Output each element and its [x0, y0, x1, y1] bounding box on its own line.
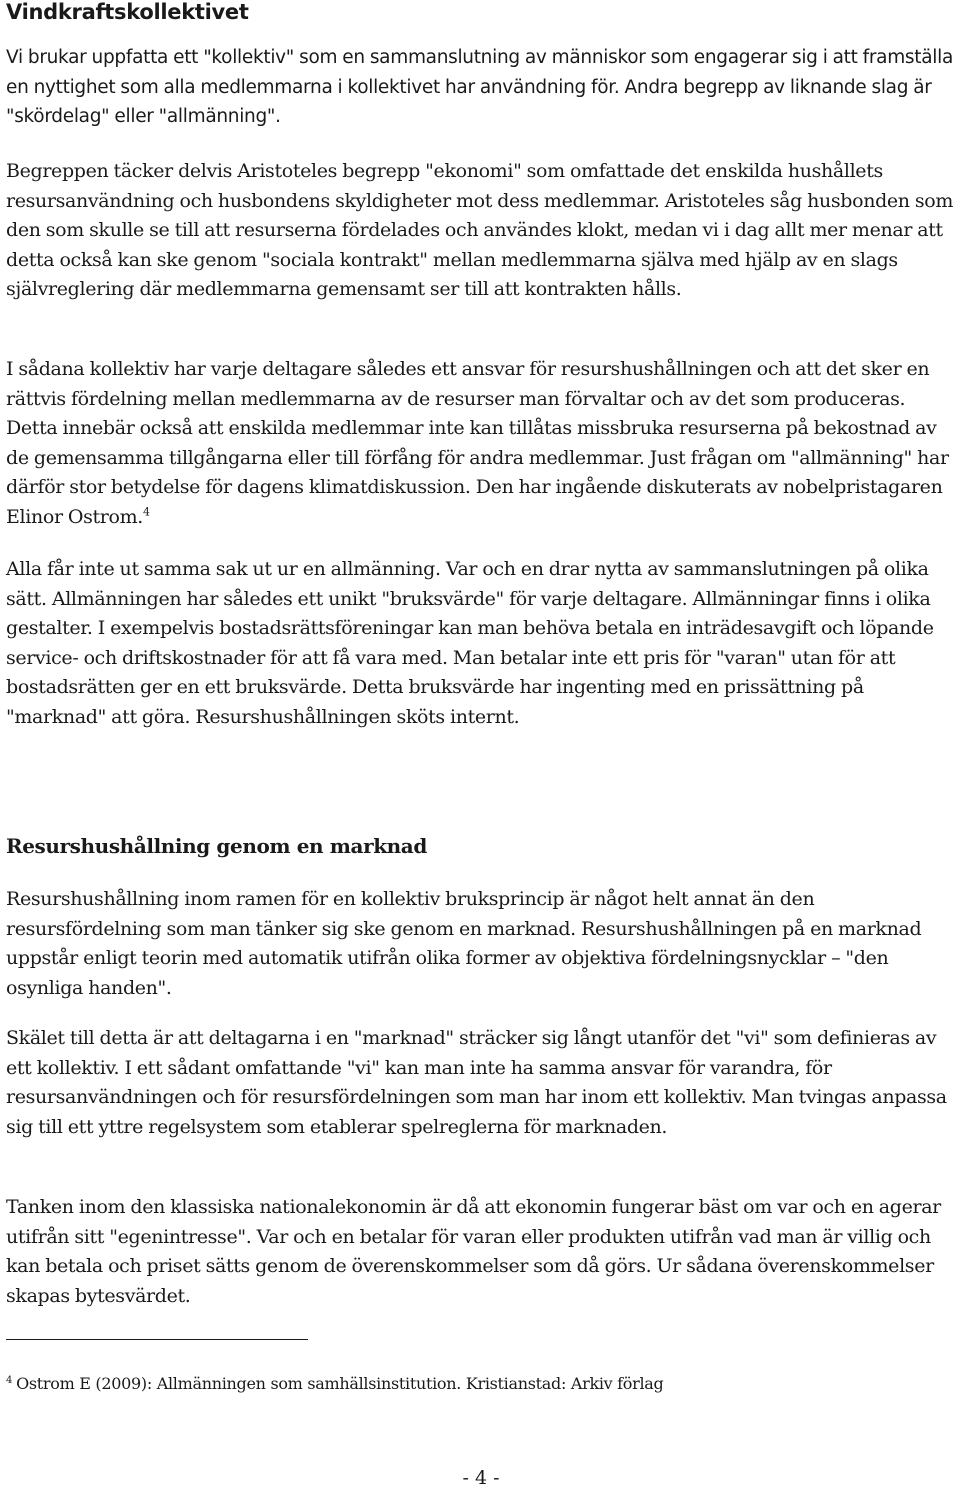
footnote-reference[interactable]: 4: [142, 505, 150, 519]
paragraph: Tanken inom den klassiska nationalekonomin är då att ekonomin fungerar bäst om var och en agerar utifrån sitt "egenintresse". Var och en betalar för varan eller produkten utifrån vad man är villig och kan betala och priset sätts genom de överenskommelser som då görs. Ur sådana överenskommelser skapas bytesvärdet.: [6, 1196, 941, 1307]
paragraph: Vi brukar uppfatta ett "kollektiv" som en sammanslutning av människor som engagerar sig i att framställa en nyttighet som alla medlemmarna i kollektivet har användning för. Andra begrepp av liknande slag är "skördelag" eller "allmänning".: [6, 47, 953, 128]
footnote-text: Ostrom E (2009): Allmänningen som samhällsinstitution. Kristianstad: Arkiv förlag: [16, 1374, 664, 1393]
paragraph: [6, 355, 956, 533]
paragraph-text: I sådana kollektiv har varje deltagare således ett ansvar för resurshushållningen och att det sker en rättvis fördelning mellan medlemmarna av de resurser man förvaltar och av det som produceras. Detta innebär också att enskilda medlemmar inte kan tillåtas missbruka resurserna på bekostnad av de gemensamma tillgångarna eller till förfång för andra medlemmar. Just frågan om "allmänning" har därför stor betydelse för dagens klimatdiskussion. Den har ingående diskuterats av nobelpristagaren Elinor Ostrom.: [6, 358, 949, 528]
paragraph: Alla får inte ut samma sak ut ur en allmänning. Var och en drar nytta av sammanslutningen på olika sätt. Allmänningen har således ett unikt "bruksvärde" för varje deltagare. Allmänningar finns i olika gestalter. I exempelvis bostadsrättsföreningar kan man behöva betala en inträdesavgift och löpande service- och driftskostnader för att få vara med. Man betalar inte ett pris för "varan" utan för att bostadsrätten ger en ett bruksvärde. Detta bruksvärde har ingenting med en prissättning på "marknad" att göra. Resurshushållningen sköts internt.: [6, 558, 934, 728]
paragraph: Resurshushållning inom ramen för en kollektiv bruksprincip är något helt annat än den resursfördelning som man tänker sig ske genom en marknad. Resurshushållningen på en marknad uppstår enligt teorin med automatik utifrån olika former av objektiva fördelningsnycklar – "den osynliga handen".: [6, 888, 922, 999]
page-number: [0, 1466, 960, 1490]
footnote-marker: 4: [6, 1374, 13, 1386]
paragraph: Begreppen täcker delvis Aristoteles begrepp "ekonomi" som omfattade det enskilda hushållets resursanvändning och husbondens skyldigheter mot dess medlemmar. Aristoteles såg husbonden som den som skulle se till att resurserna fördelades och användes klokt, medan vi i dag allt mer menar att detta också kan ske genom "sociala kontrakt" mellan medlemmarna själva med hjälp av en slags självreglering där medlemmarna gemensamt ser till att kontrakten hålls.: [6, 160, 954, 301]
footnote: [6, 1372, 663, 1396]
section-heading: Resurshushållning genom en marknad: [6, 834, 427, 858]
page-number-text: - 4 -: [462, 1467, 500, 1489]
section-heading: Vindkraftskollektivet: [6, 0, 249, 24]
paragraph: Skälet till detta är att deltagarna i en "marknad" sträcker sig långt utanför det "vi" som definieras av ett kollektiv. I ett sådant omfattande "vi" kan man inte ha samma ansvar för varandra, för resursanvändningen och för resursfördelningen som man har inom ett kollektiv. Man tvingas anpassa sig till ett yttre regelsystem som etablerar spelreglerna för marknaden.: [6, 1027, 947, 1138]
footnote-divider: [6, 1339, 308, 1340]
